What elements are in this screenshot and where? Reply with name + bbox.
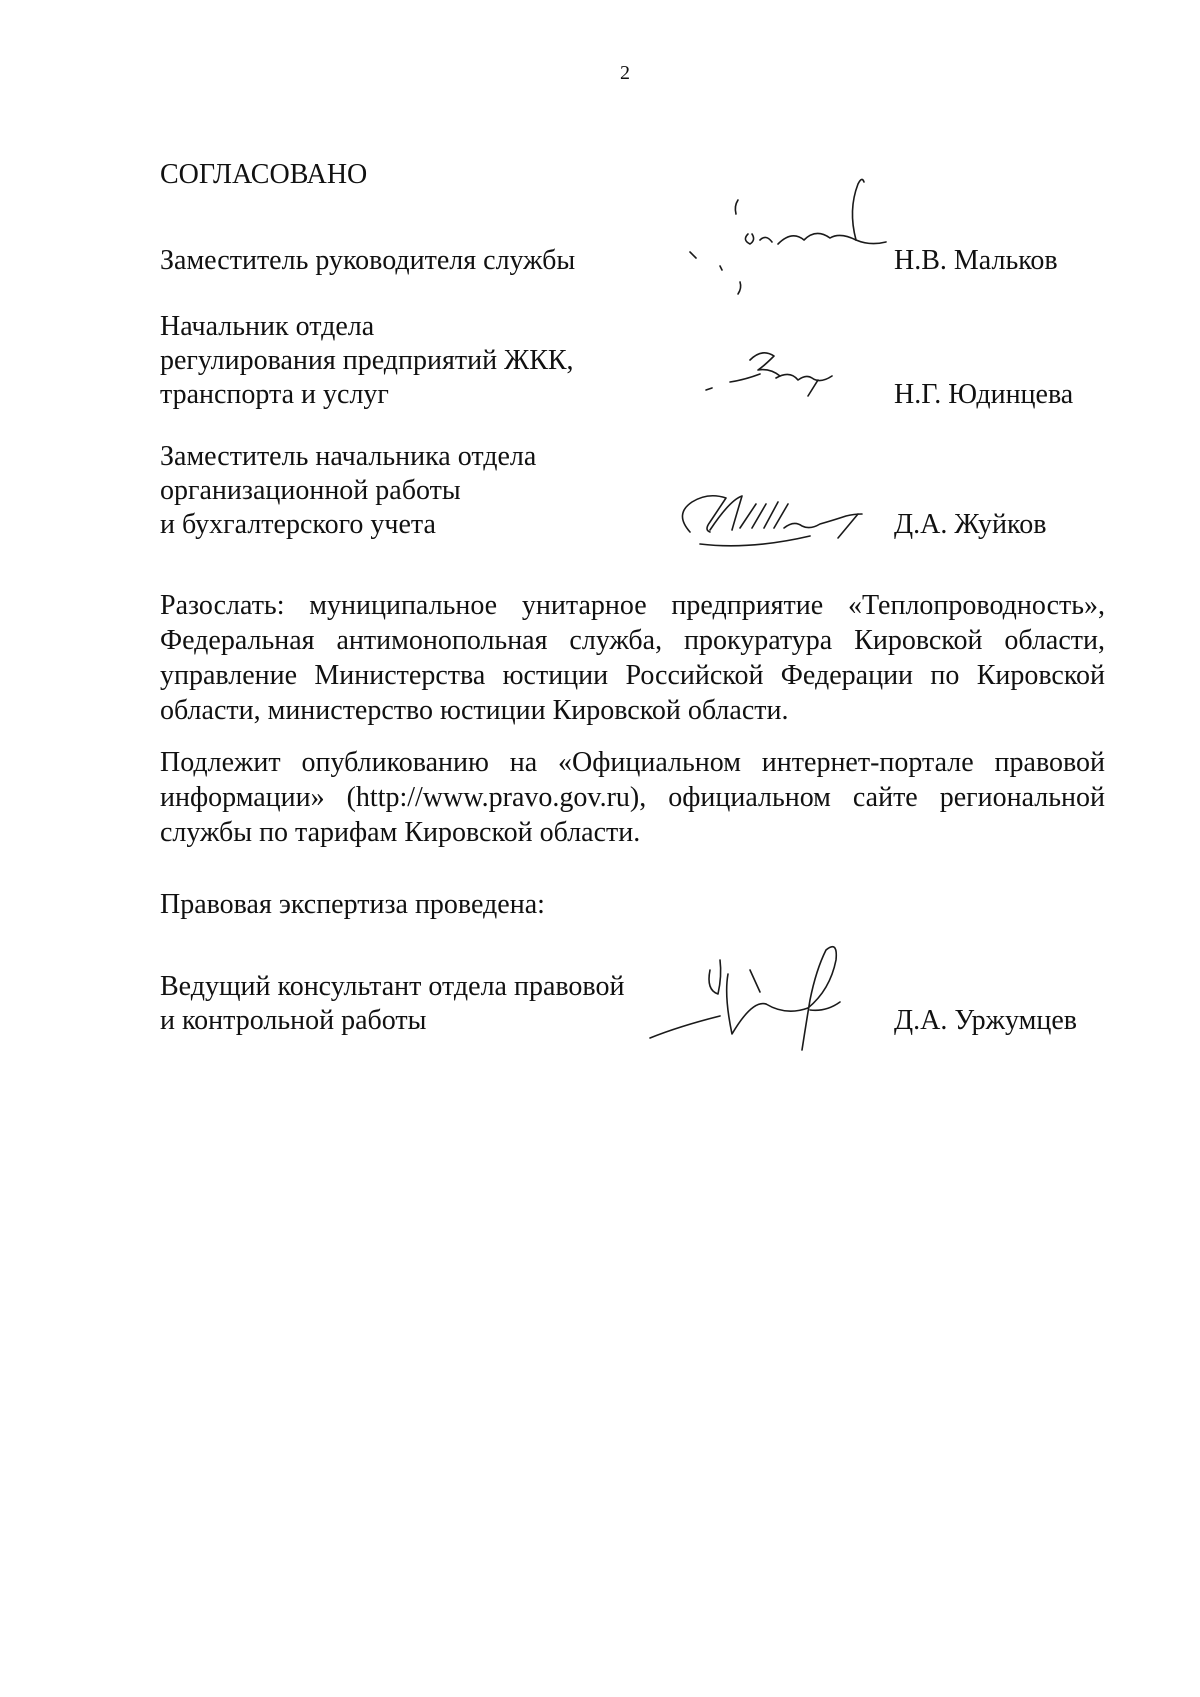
approver-1-name: Н.В. Мальков — [894, 245, 1058, 276]
approval-heading: СОГЛАСОВАНО — [160, 159, 368, 190]
role-line: организационной работы — [160, 475, 461, 506]
role-line: Начальник отдела — [160, 311, 375, 342]
approver-1-role — [160, 244, 575, 278]
legal-review-role — [160, 970, 624, 1038]
signature-urzhumtsev-icon — [640, 930, 900, 1060]
publication-paragraph: Подлежит опубликованию на «Официальном интернет-портале правовой информации» (http://www.pravo.gov.ru), официальном сайте региональной службы по тарифам Кировской области. — [160, 747, 1105, 848]
role-line: Ведущий консультант отдела правовой — [160, 971, 625, 1002]
legal-review-name: Д.А. Уржумцев — [894, 1005, 1078, 1036]
page-number: 2 — [620, 62, 630, 84]
distribution-paragraph: Разослать: муниципальное унитарное предприятие «Теплопроводность», Федеральная антимонопольная служба, прокуратура Кировской области, управление Министерства юстиции Российской Федерации по Кировской области, министерство юстиции Кировской области. — [160, 590, 1105, 726]
approver-3-name: Д.А. Жуйков — [894, 509, 1047, 540]
role-line: и контрольной работы — [160, 1005, 427, 1036]
signature-zhuykov-icon — [670, 470, 900, 570]
role-line: регулирования предприятий ЖКК, — [160, 345, 574, 376]
approver-2-name: Н.Г. Юдинцева — [894, 379, 1074, 410]
signature-malkov-icon — [680, 170, 900, 310]
role-line: Заместитель руководителя службы — [160, 245, 576, 276]
approver-3-role — [160, 440, 536, 542]
role-line: и бухгалтерского учета — [160, 509, 436, 540]
approver-2-role — [160, 310, 574, 412]
legal-review-title: Правовая экспертиза проведена: — [160, 889, 545, 920]
role-line: транспорта и услуг — [160, 379, 389, 410]
role-line: Заместитель начальника отдела — [160, 441, 537, 472]
signature-yudintseva-icon — [700, 340, 860, 410]
